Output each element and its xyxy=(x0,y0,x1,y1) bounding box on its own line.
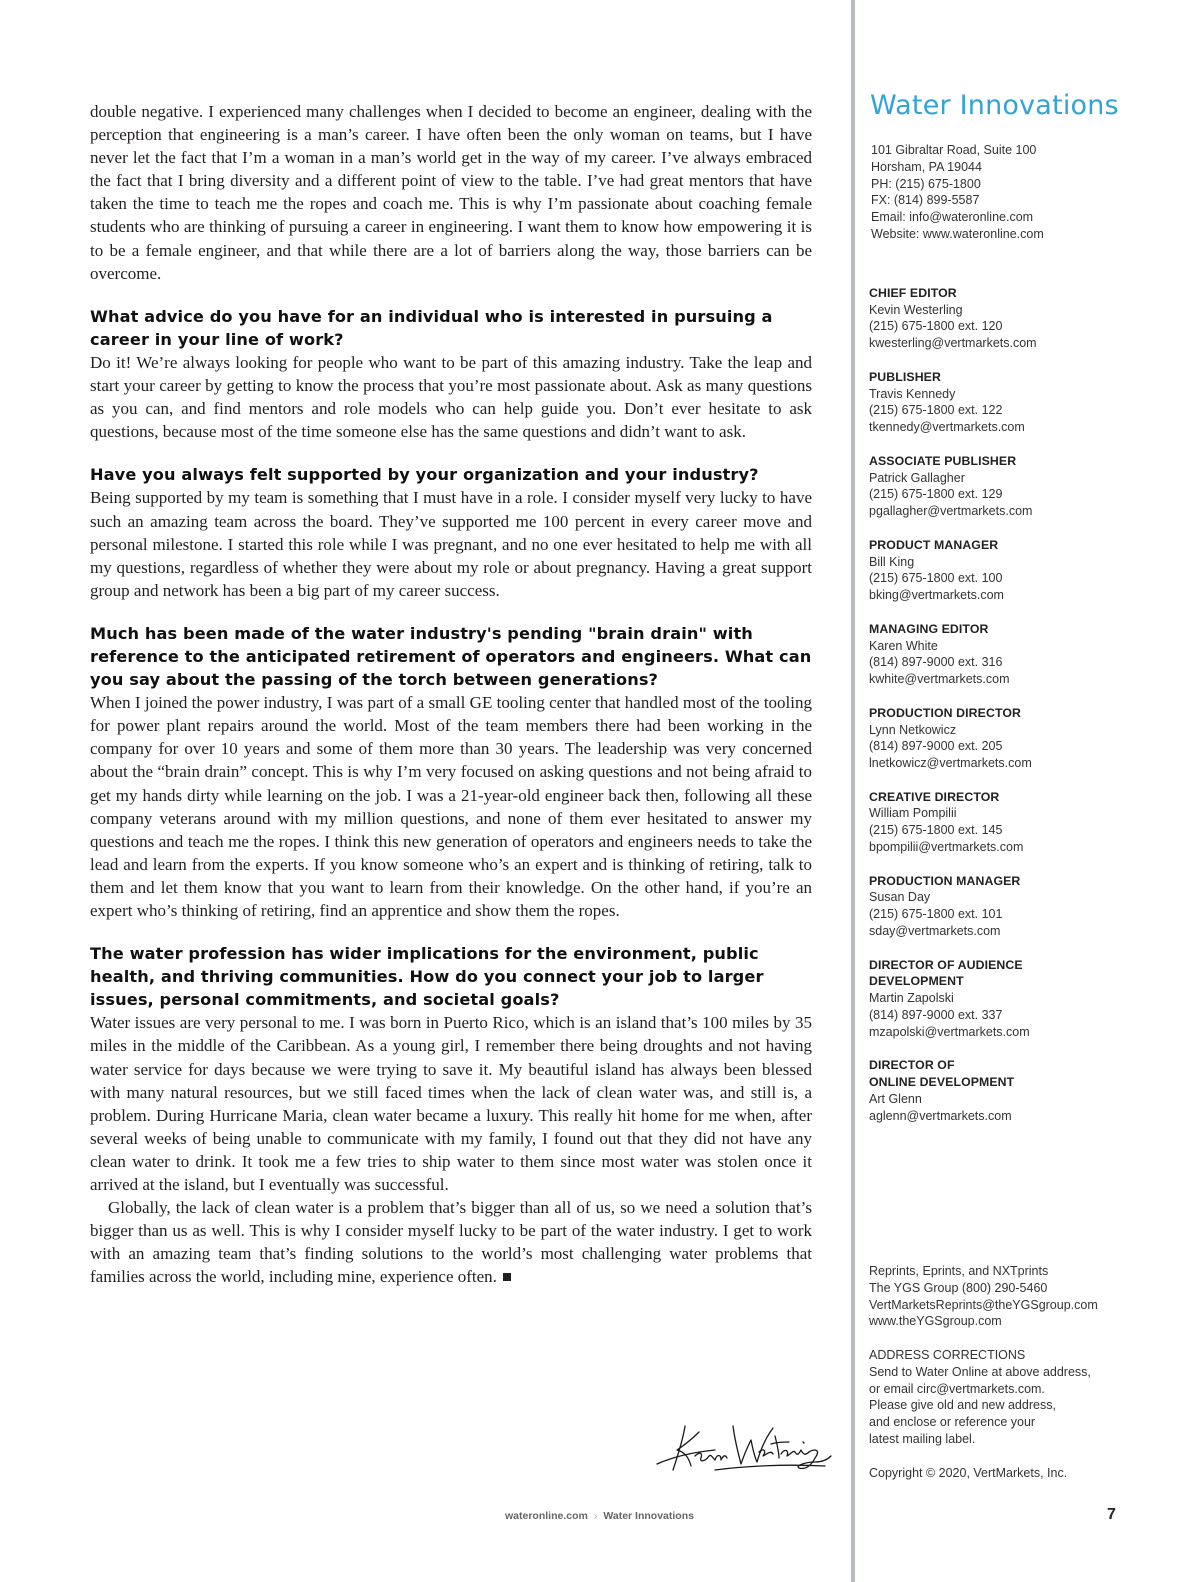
question-heading: The water profession has wider implications for the environment, public health, and thriving communities. How do you connect your job to larger issues, personal commitments, and societal goals? xyxy=(90,944,764,1010)
staff-role: PRODUCTION MANAGER xyxy=(869,873,1021,888)
staff-role: MANAGING EDITOR xyxy=(869,621,989,636)
closing-text: Globally, the lack of clean water is a problem that’s bigger than all of us, so we need a solution that’s bigger than us as well. This is why I consider myself lucky to be part of the water industry. I get to work with an amazing team that’s finding solutions to the world’s most challenging water problems that families across the world, including mine, experience often. xyxy=(90,1198,812,1287)
staff-role: DIRECTOR OF AUDIENCE xyxy=(869,957,1023,972)
staff-name: Lynn Netkowicz xyxy=(869,722,957,737)
staff-name: Kevin Westerling xyxy=(869,302,963,317)
publisher-address xyxy=(871,142,1119,243)
staff-phone: (814) 897-9000 ext. 337 xyxy=(869,1008,1003,1023)
corrections-line: ADDRESS CORRECTIONS xyxy=(869,1348,1026,1362)
reprints-email[interactable]: VertMarketsReprints@theYGSgroup.com xyxy=(869,1297,1098,1312)
staff-role: PRODUCTION DIRECTOR xyxy=(869,705,1021,720)
footer-site-link[interactable]: wateronline.com xyxy=(505,1510,588,1522)
staff-entry xyxy=(869,537,1119,604)
staff-phone: (215) 675-1800 ext. 100 xyxy=(869,571,1003,586)
reprints-line: Reprints, Eprints, and NXTprints xyxy=(869,1264,1049,1278)
staff-email[interactable]: tkennedy@vertmarkets.com xyxy=(869,420,1025,435)
staff-name: Karen White xyxy=(869,638,938,653)
staff-role: DEVELOPMENT xyxy=(869,974,964,989)
staff-name: Travis Kennedy xyxy=(869,386,956,401)
reprints-line: The YGS Group (800) 290-5460 xyxy=(869,1280,1048,1295)
address-line: PH: (215) 675-1800 xyxy=(871,176,981,191)
corrections-line: Send to Water Online at above address, xyxy=(869,1364,1091,1379)
staff-role: DIRECTOR OF xyxy=(869,1058,955,1073)
closing-paragraph xyxy=(90,1196,812,1288)
reprints-website[interactable]: www.theYGSgroup.com xyxy=(869,1314,1002,1329)
staff-email[interactable]: sday@vertmarkets.com xyxy=(869,924,1001,939)
staff-entry xyxy=(869,285,1119,352)
page-number: 7 xyxy=(1107,1506,1116,1523)
question-heading: What advice do you have for an individual who is interested in pursuing a career in your line of work? xyxy=(90,306,773,349)
corrections-line: Please give old and new address, xyxy=(869,1398,1056,1413)
staff-list xyxy=(869,285,1119,1125)
page-footer xyxy=(505,1510,694,1522)
footer-publication: Water Innovations xyxy=(603,1510,694,1522)
question-heading: Have you always felt supported by your organization and your industry? xyxy=(90,465,759,485)
staff-entry xyxy=(869,453,1119,520)
address-line: Website: www.wateronline.com xyxy=(871,226,1044,241)
question-heading: Much has been made of the water industry's pending "brain drain" with reference to the anticipated retirement of operators and engineers. What can you say about the passing of the torch between generations? xyxy=(90,623,812,690)
staff-name: Susan Day xyxy=(869,890,931,905)
column-divider xyxy=(851,0,855,1582)
staff-name: William Pompilii xyxy=(869,806,957,821)
staff-entry xyxy=(869,369,1119,436)
corrections-line: or email circ@vertmarkets.com. xyxy=(869,1381,1045,1396)
staff-email[interactable]: kwhite@vertmarkets.com xyxy=(869,672,1010,687)
end-mark-icon xyxy=(503,1273,511,1281)
staff-entry xyxy=(869,621,1119,688)
staff-name: Bill King xyxy=(869,554,915,569)
staff-email[interactable]: kwesterling@vertmarkets.com xyxy=(869,336,1037,351)
staff-phone: (215) 675-1800 ext. 122 xyxy=(869,403,1003,418)
staff-role: PUBLISHER xyxy=(869,369,941,384)
staff-role: ONLINE DEVELOPMENT xyxy=(869,1075,1015,1090)
staff-email[interactable]: aglenn@vertmarkets.com xyxy=(869,1108,1012,1123)
article-body xyxy=(90,100,812,1289)
staff-phone: (215) 675-1800 ext. 101 xyxy=(869,907,1003,922)
staff-email[interactable]: mzapolski@vertmarkets.com xyxy=(869,1024,1030,1039)
copyright-notice: Copyright © 2020, VertMarkets, Inc. xyxy=(869,1466,1068,1480)
address-line: Horsham, PA 19044 xyxy=(871,159,982,174)
staff-entry xyxy=(869,957,1119,1041)
staff-phone: (215) 675-1800 ext. 129 xyxy=(869,487,1003,502)
corrections-line: and enclose or reference your xyxy=(869,1415,1036,1430)
answer-paragraph: Do it! We’re always looking for people who want to be part of this amazing industry. Take the leap and start your career by getting to know the process that you’re most passionate about. Ask as many questions as you can, and find mentors and role models who can help guide you. Don’t ever hesitate to ask questions, because most of the time someone else has the same questions and didn’t want to ask. xyxy=(90,352,812,442)
staff-name: Patrick Gallagher xyxy=(869,470,965,485)
footer-separator-icon: › xyxy=(593,1510,598,1522)
corrections-line: latest mailing label. xyxy=(869,1431,976,1446)
staff-email[interactable]: lnetkowicz@vertmarkets.com xyxy=(869,756,1032,771)
staff-role: PRODUCT MANAGER xyxy=(869,537,999,552)
staff-role: CREATIVE DIRECTOR xyxy=(869,789,1000,804)
staff-email[interactable]: pgallagher@vertmarkets.com xyxy=(869,504,1033,519)
staff-phone: (814) 897-9000 ext. 205 xyxy=(869,739,1003,754)
staff-email[interactable]: bking@vertmarkets.com xyxy=(869,588,1004,603)
staff-name: Martin Zapolski xyxy=(869,991,954,1006)
staff-phone: (215) 675-1800 ext. 120 xyxy=(869,319,1003,334)
publication-logo: Water Innovations xyxy=(870,90,1119,121)
staff-role: ASSOCIATE PUBLISHER xyxy=(869,453,1017,468)
staff-entry xyxy=(869,873,1119,940)
address-line: FX: (814) 899-5587 xyxy=(871,193,980,208)
staff-entry xyxy=(869,1057,1119,1124)
staff-name: Art Glenn xyxy=(869,1092,922,1107)
staff-role: CHIEF EDITOR xyxy=(869,285,957,300)
answer-paragraph: When I joined the power industry, I was part of a small GE tooling center that handled most of the tooling for power plant repairs around the world. Most of the team members there had been working in the company for over 10 years and some of them more than 30 years. The leadership was very concerned about the “brain drain” concept. This is why I’m very focused on asking questions and not being afraid to get my hands dirty while learning on the job. I was a 21-year-old engineer back then, following all these company veterans around with my million questions, and none of them ever hesitated to answer my questions and teach me the ropes. I think this new generation of operators and engineers needs to take the lead and learn from the experts. If you know someone who’s an expert and is thinking of retiring, talk to them and let them know that you want to learn from their knowledge. On the other hand, if you’re an expert who’s thinking of retiring, find an apprentice and show them the ropes. xyxy=(90,693,812,920)
staff-email[interactable]: bpompilii@vertmarkets.com xyxy=(869,840,1024,855)
masthead-sidebar xyxy=(869,86,1119,1141)
staff-entry xyxy=(869,789,1119,856)
answer-paragraph: Water issues are very personal to me. I was born in Puerto Rico, which is an island that’s 100 miles by 35 miles in the middle of the Caribbean. As a young girl, I remember there being droughts and not having water service for days because we were trying to save it. My beautiful island has always been blessed with many natural resources, but we still faced times when the lack of clean water was, and still is, a problem. During Hurricane Maria, clean water became a luxury. This really hit home for me when, after several weeks of being unable to communicate with my family, I found out that they did not have any clean water to drink. It took me a few tries to ship water to them since most water was stolen once it arrived at the island, but I eventually was successful. xyxy=(90,1013,812,1195)
intro-paragraph: double negative. I experienced many challenges when I decided to become an engineer, dealing with the perception that engineering is a man’s career. I have often been the only woman on teams, but I have never let the fact that I’m a woman in a man’s world get in the way of my career. I’ve always embraced the fact that I bring diversity and a different point of view to the table. I’ve had great mentors that have taken the time to teach me the ropes and coach me. This is why I’m passionate about coaching female students who are thinking of pursuing a career in engineering. I want them to know how empowering it is to be a female engineer, and that while there are a lot of barriers along the way, those barriers can be overcome. xyxy=(90,102,812,283)
editor-signature xyxy=(655,1418,835,1480)
reprints-info xyxy=(869,1263,1129,1330)
answer-paragraph: Being supported by my team is something that I must have in a role. I consider myself very lucky to have such an amazing team across the board. They’ve supported me 100 percent in every career move and personal milestone. I started this role while I was pregnant, and no one ever hesitated to help me with all my questions, regardless of whether they were about my role or about pregnancy. Having a great support group and network has been a big part of my career success. xyxy=(90,488,812,600)
address-corrections xyxy=(869,1347,1129,1448)
address-line: Email: info@wateronline.com xyxy=(871,210,1034,225)
staff-phone: (215) 675-1800 ext. 145 xyxy=(869,823,1003,838)
staff-phone: (814) 897-9000 ext. 316 xyxy=(869,655,1003,670)
address-line: 101 Gibraltar Road, Suite 100 xyxy=(871,143,1037,157)
staff-entry xyxy=(869,705,1119,772)
